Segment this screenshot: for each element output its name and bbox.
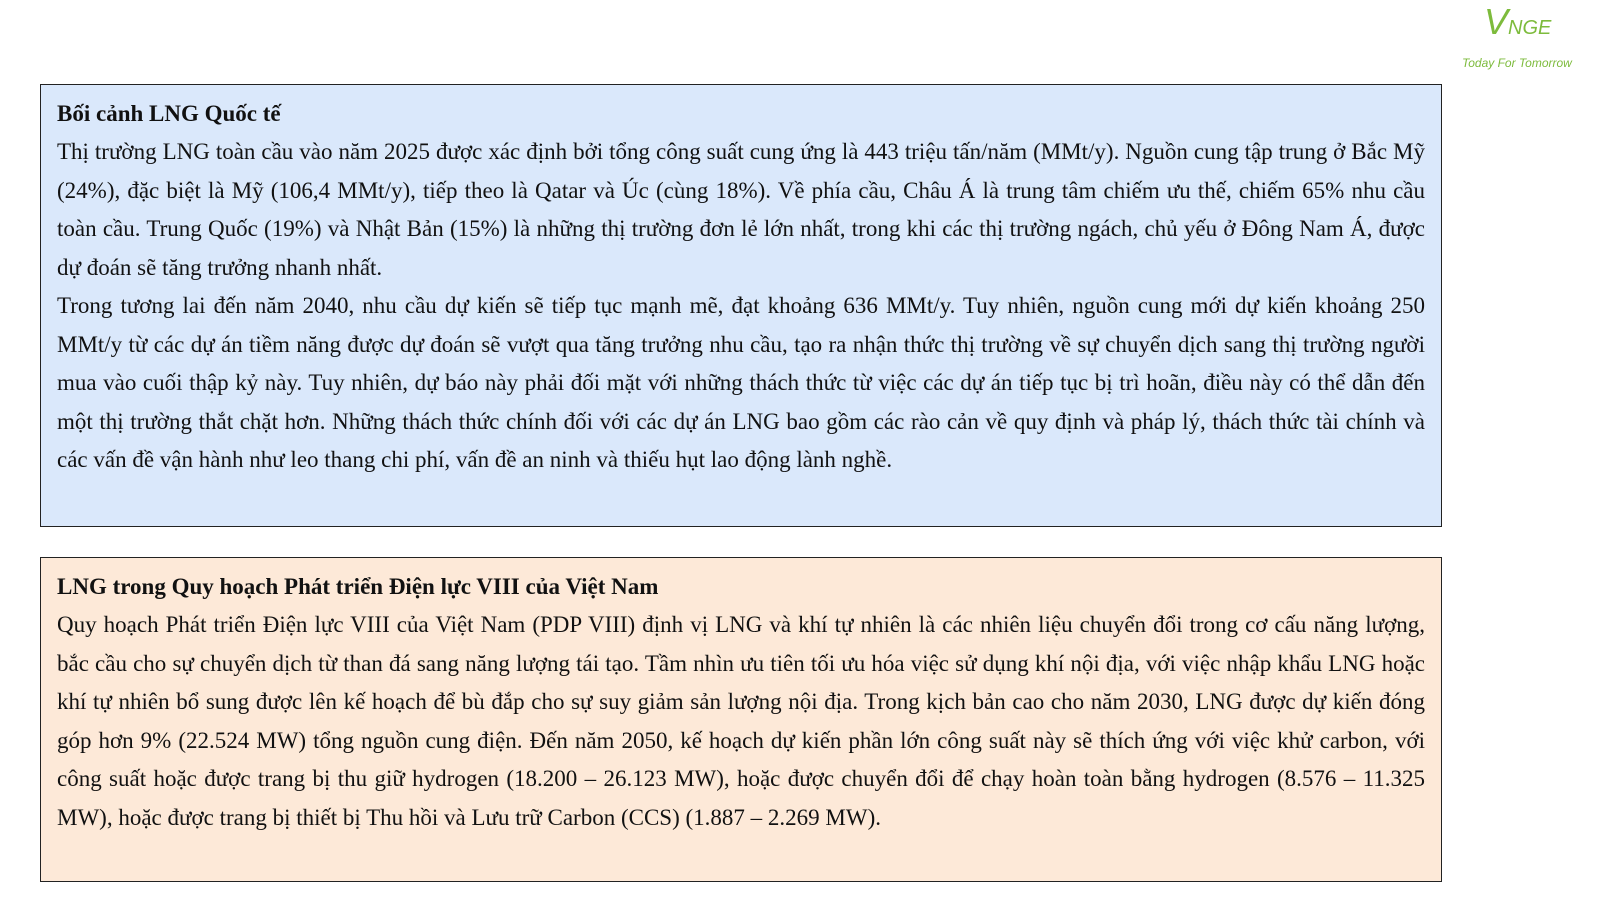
- logo-mark-rest: NGE: [1508, 17, 1552, 39]
- logo-mark-v: V: [1484, 1, 1509, 42]
- section-paragraph: Trong tương lai đến năm 2040, nhu cầu dự kiến sẽ tiếp tục mạnh mẽ, đạt khoảng 636 MMt/y. Tuy nhiên, nguồn cung mới dự kiến khoảng 250 MMt/y từ các dự án tiềm năng được dự đoán sẽ vượt qua tăng trưởng nhu cầu, tạo ra nhận thức thị trường về sự chuyển dịch sang thị trường người mua vào cuối thập kỷ này. Tuy nhiên, dự báo này phải đối mặt với những thách thức từ việc các dự án tiếp tục bị trì hoãn, điều này có thể dẫn đến một thị trường thắt chặt hơn. Những thách thức chính đối với các dự án LNG bao gồm các rào cản về quy định và pháp lý, thách thức tài chính và các vấn đề vận hành như leo thang chi phí, vấn đề an ninh và thiếu hụt lao động lành nghề.: [57, 293, 1425, 472]
- vietnam-pdp8-lng-box: [40, 557, 1442, 882]
- section-paragraph: Thị trường LNG toàn cầu vào năm 2025 được xác định bởi tổng công suất cung ứng là 443 triệu tấn/năm (MMt/y). Nguồn cung tập trung ở Bắc Mỹ (24%), đặc biệt là Mỹ (106,4 MMt/y), tiếp theo là Qatar và Úc (cùng 18%). Về phía cầu, Châu Á là trung tâm chiếm ưu thế, chiếm 65% nhu cầu toàn cầu. Trung Quốc (19%) và Nhật Bản (15%) là những thị trường đơn lẻ lớn nhất, trong khi các thị trường ngách, chủ yếu ở Đông Nam Á, được dự đoán sẽ tăng trưởng nhanh nhất.: [57, 139, 1425, 280]
- international-lng-context-box: [40, 84, 1442, 527]
- logo-tagline: Today For Tomorrow: [1462, 56, 1572, 70]
- section-title: LNG trong Quy hoạch Phát triển Điện lực VIII của Việt Nam: [57, 574, 659, 599]
- logo-mark: [1484, 1, 1552, 42]
- section-title: Bối cảnh LNG Quốc tế: [57, 101, 281, 126]
- section-paragraph: Quy hoạch Phát triển Điện lực VIII của Việt Nam (PDP VIII) định vị LNG và khí tự nhiên là các nhiên liệu chuyển đổi trong cơ cấu năng lượng, bắc cầu cho sự chuyển dịch từ than đá sang năng lượng tái tạo. Tầm nhìn ưu tiên tối ưu hóa việc sử dụng khí nội địa, với việc nhập khẩu LNG hoặc khí tự nhiên bổ sung được lên kế hoạch để bù đắp cho sự suy giảm sản lượng nội địa. Trong kịch bản cao cho năm 2030, LNG được dự kiến đóng góp hơn 9% (22.524 MW) tổng nguồn cung điện. Đến năm 2050, kế hoạch dự kiến phần lớn công suất này sẽ thích ứng với việc khử carbon, với công suất hoặc được trang bị thu giữ hydrogen (18.200 – 26.123 MW), hoặc được chuyển đổi để chạy hoàn toàn bằng hydrogen (8.576 – 11.325 MW), hoặc được trang bị thiết bị Thu hồi và Lưu trữ Carbon (CCS) (1.887 – 2.269 MW).: [57, 612, 1425, 830]
- company-logo: [1462, 1, 1592, 74]
